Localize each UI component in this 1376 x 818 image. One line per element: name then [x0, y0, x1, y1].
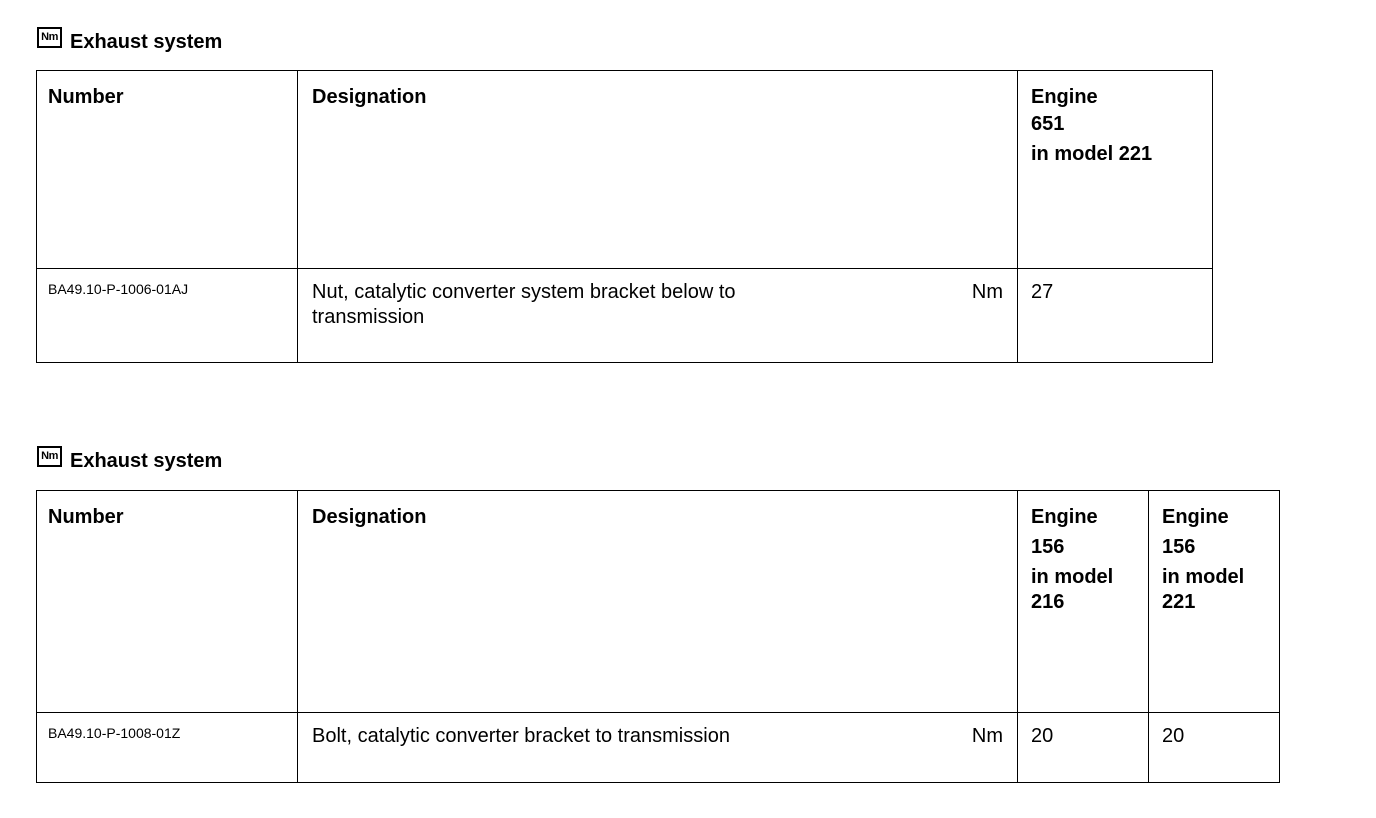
designation-text: Bolt, catalytic converter bracket to transmission — [312, 725, 730, 747]
designation-cell — [298, 269, 1018, 363]
value-cell — [1018, 269, 1213, 363]
engine-model: in model 216 — [1031, 566, 1114, 613]
engine-model: in model 221 — [1162, 566, 1245, 613]
engine-model: in model 221 — [1031, 143, 1153, 165]
section-2-heading — [37, 446, 222, 476]
engine-code: 156 — [1162, 536, 1196, 558]
torque-table-2 — [36, 490, 1280, 783]
table-row — [37, 713, 1280, 783]
engine-code: 156 — [1031, 536, 1065, 558]
nm-icon: Nm — [37, 27, 62, 48]
part-number: BA49.10-P-1006-01AJ — [48, 281, 189, 297]
number-header: Number — [48, 506, 124, 528]
number-header: Number — [48, 86, 124, 108]
engine-label: Engine — [1162, 506, 1229, 528]
engine-label: Engine — [1031, 86, 1098, 108]
number-cell — [37, 269, 298, 363]
designation-header-cell — [298, 491, 1018, 713]
engine-header-cell — [1149, 491, 1280, 713]
section-title: Exhaust system — [70, 449, 223, 472]
designation-cell — [298, 713, 1018, 783]
unit-label: Nm — [971, 725, 1003, 747]
section-1-heading — [37, 27, 222, 57]
table-header-row — [37, 491, 1280, 713]
designation-text: Nut, catalytic converter system bracket below to transmission — [312, 281, 736, 328]
designation-header: Designation — [312, 506, 427, 528]
engine-header-cell — [1018, 71, 1213, 269]
value-cell — [1018, 713, 1149, 783]
torque-value: 20 — [1162, 725, 1185, 747]
torque-value: 20 — [1031, 725, 1054, 747]
value-cell — [1149, 713, 1280, 783]
table-row — [37, 269, 1213, 363]
number-header-cell — [37, 71, 298, 269]
torque-table-1 — [36, 70, 1213, 363]
table-header-row — [37, 71, 1213, 269]
engine-label: Engine — [1031, 506, 1098, 528]
designation-header: Designation — [312, 86, 427, 108]
section-title: Exhaust system — [70, 30, 223, 53]
unit-label: Nm — [971, 281, 1003, 303]
designation-header-cell — [298, 71, 1018, 269]
number-cell — [37, 713, 298, 783]
number-header-cell — [37, 491, 298, 713]
engine-header-cell — [1018, 491, 1149, 713]
engine-code: 651 — [1031, 113, 1065, 135]
nm-icon: Nm — [37, 446, 62, 467]
part-number: BA49.10-P-1008-01Z — [48, 725, 181, 741]
torque-value: 27 — [1031, 281, 1054, 303]
